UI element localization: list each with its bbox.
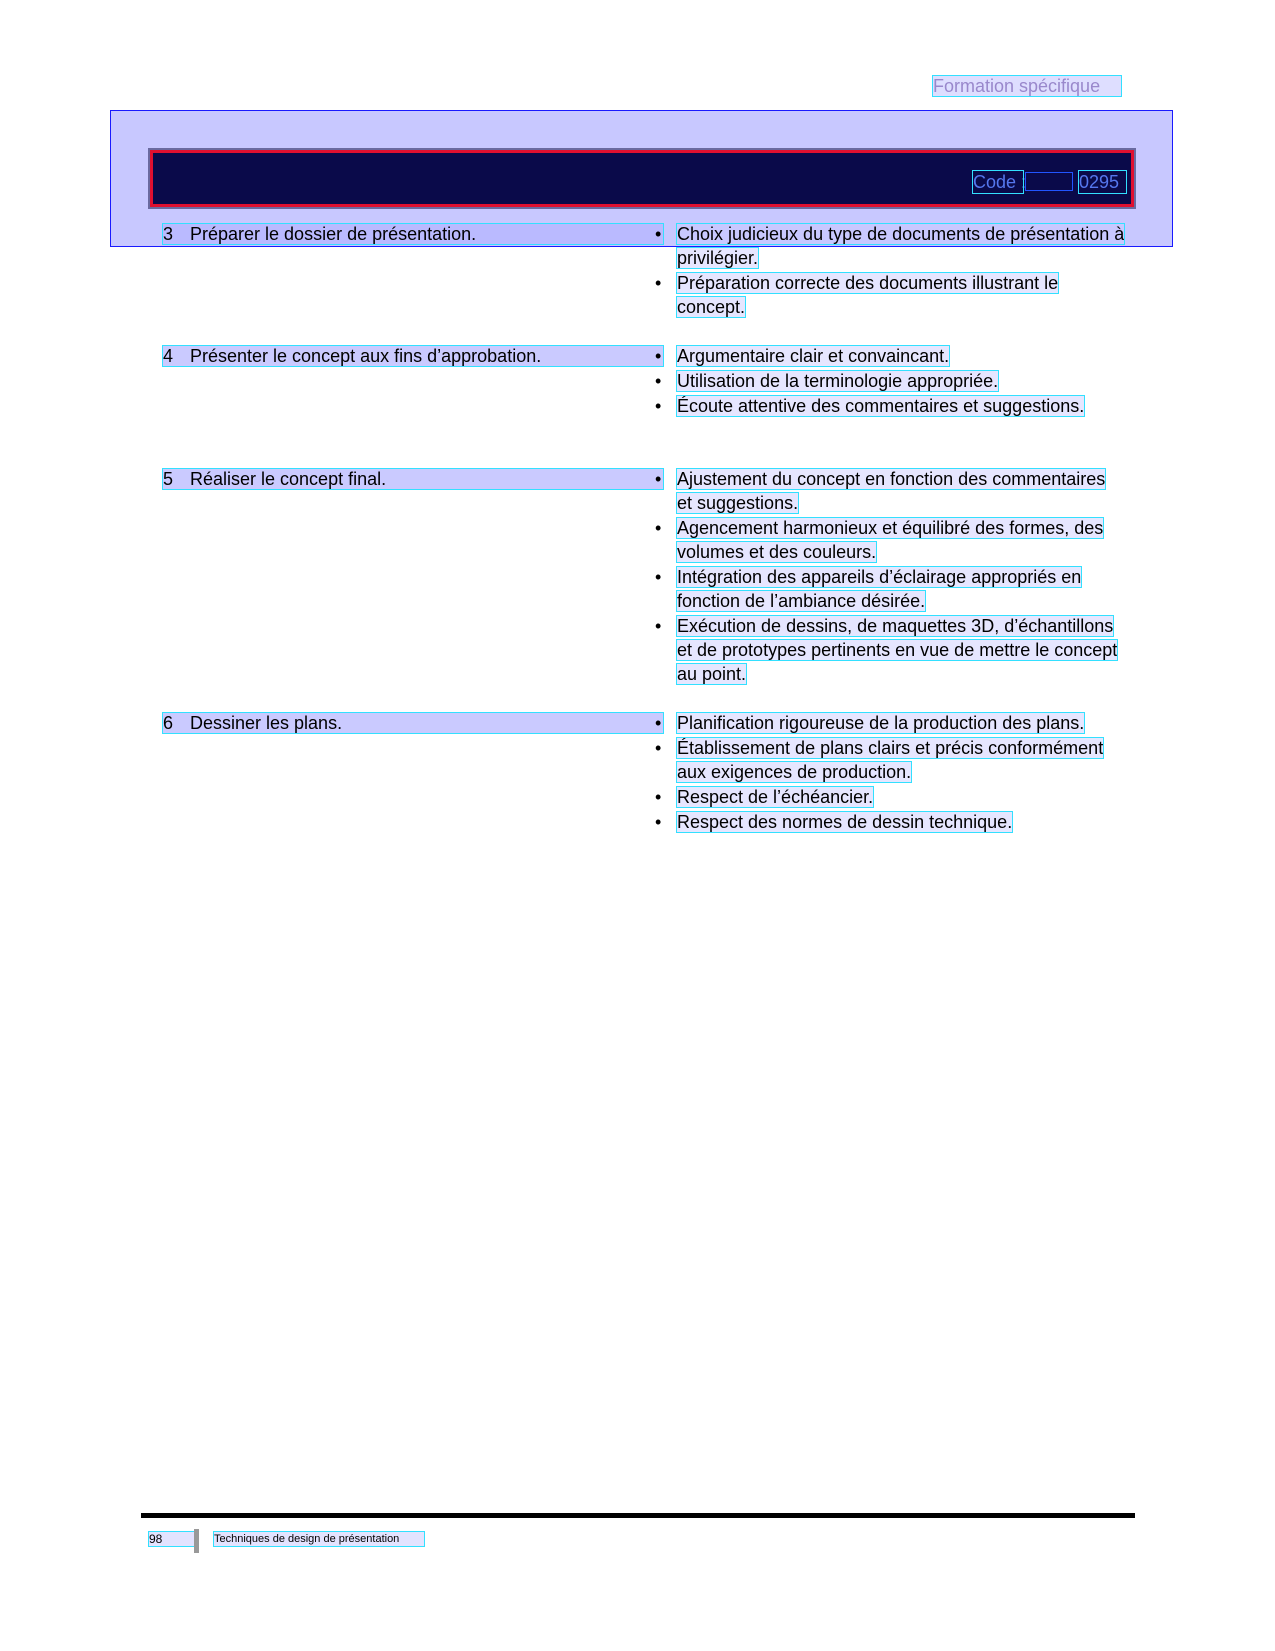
section-title: Formation spécifique (933, 76, 1121, 96)
criterion-text: Choix judicieux du type de documents de présentation à privilégier. (677, 224, 1125, 268)
criterion-text: Respect de l’échéancier. (677, 787, 874, 807)
step-title (163, 469, 663, 489)
footer-rule (141, 1513, 1135, 1518)
criterion-text: Écoute attentive des commentaires et suggestions. (677, 396, 1085, 416)
criterion-item (655, 810, 1125, 834)
criterion-text: Intégration des appareils d’éclairage appropriés en fonction de l’ambiance désirée. (677, 567, 1082, 611)
code-label: Code : (973, 172, 1027, 192)
criterion-text: Préparation correcte des documents illustrant le concept. (677, 273, 1059, 317)
step-number: 5 (163, 469, 174, 489)
step-title (163, 346, 663, 366)
criterion-item (655, 711, 1125, 735)
criterion-text: Ajustement du concept en fonction des commentaires et suggestions. (677, 469, 1106, 513)
criterion-item (655, 271, 1125, 319)
criteria-list (655, 222, 1125, 320)
criterion-text: Argumentaire clair et convaincant. (677, 346, 950, 366)
criterion-item (655, 369, 1125, 393)
criterion-text: Exécution de dessins, de maquettes 3D, d’échantillons et de prototypes pertinents en vue de mettre le concept au point. (677, 616, 1118, 684)
footer-title: Techniques de design de présentation (214, 1532, 424, 1546)
criteria-list (655, 344, 1125, 419)
step-number: 6 (163, 713, 174, 733)
criterion-item (655, 565, 1125, 613)
criterion-text: Agencement harmonieux et équilibré des formes, des volumes et des couleurs. (677, 518, 1104, 562)
code-separator (1025, 172, 1073, 191)
criterion-item (655, 394, 1125, 418)
criterion-text: Utilisation de la terminologie appropriée. (677, 371, 999, 391)
step-title (163, 224, 663, 244)
step-text: Préparer le dossier de présentation. (190, 224, 477, 244)
criterion-item (655, 516, 1125, 564)
step-text: Présenter le concept aux fins d’approbation. (190, 346, 542, 366)
step-title (163, 713, 663, 733)
criterion-item (655, 785, 1125, 809)
criterion-item (655, 614, 1125, 686)
criterion-item (655, 222, 1125, 270)
page-number: 98 (149, 1532, 194, 1546)
criterion-text: Établissement de plans clairs et précis conformément aux exigences de production. (677, 738, 1104, 782)
criterion-item (655, 467, 1125, 515)
criterion-item (655, 736, 1125, 784)
criterion-text: Respect des normes de dessin technique. (677, 812, 1013, 832)
criteria-list (655, 711, 1125, 835)
code-value: 0295 (1079, 171, 1126, 193)
footer-separator (194, 1529, 199, 1553)
criterion-text: Planification rigoureuse de la production des plans. (677, 713, 1085, 733)
criterion-item (655, 344, 1125, 368)
step-number: 4 (163, 346, 174, 366)
step-number: 3 (163, 224, 174, 244)
criteria-list (655, 467, 1125, 687)
step-text: Réaliser le concept final. (190, 469, 387, 489)
step-text: Dessiner les plans. (190, 713, 343, 733)
